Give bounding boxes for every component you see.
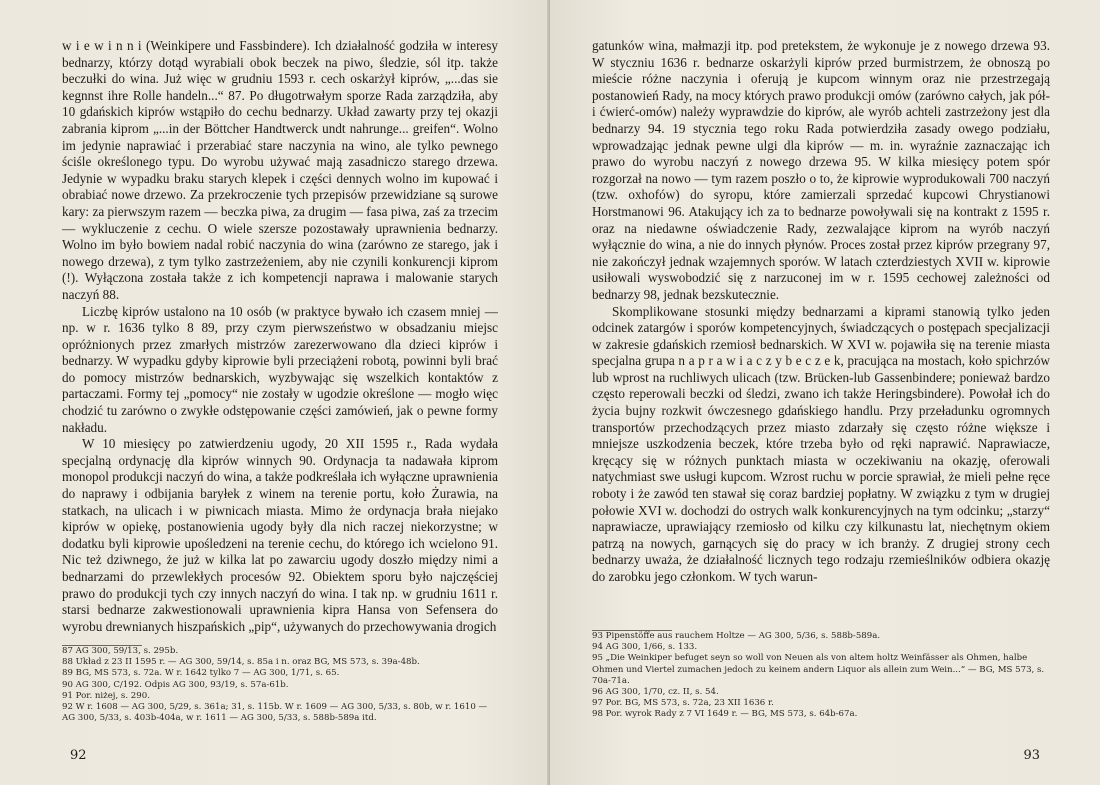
left-footnotes — [62, 645, 498, 724]
left-body-text — [62, 38, 498, 635]
right-body-text — [592, 38, 1050, 586]
footnote-91: 91 Por. niżej, s. 290. — [62, 690, 150, 701]
left-paragraph-2: Liczbę kiprów ustalono na 10 osób (w praktyce bywało ich czasem mniej — np. w r. 1636 tylko 8 89, przy czym pierwszeństwo w obsadzaniu miejsc opróżnionych przez zmarłych mistrzów zarezerwowano dla dzieci kiprów i bednarzy. W wypadku gdyby kiprowie byli przeciążeni robotą, powinni byli brać do pomocy mistrzów bednarskich, wyzbywając się wszelkich kontaktów z partaczami. Formy tej „pomocy“ nie zostały w ugodzie określone — mogło więc chodzić tu zarówno o zwykłe odstępowanie części zamówień, jak o pewne formy nakładu. — [62, 303, 498, 435]
right-paragraph-1: gatunków wina, małmazji itp. pod pretekstem, że wykonuje je z nowego drzewa 93. W styczniu 1636 r. bednarze oskarżyli kiprów przed burmistrzem, że obnoszą po mieście różne naczynia i oferują je kupcom winnym oraz nie przestrzegają postanowień Rady, na mocy których prawo produkcji omów (zarówno całych, jak pół- i ćwierć-omów) należy wyprawdzie do kiprów, ale wyrób achteli zastrzeżony jest dla bednarzy 94. 19 stycznia tego roku Rada potwierdziła zasady owego podziału, wprowadzając jednak pewne ulgi dla kiprów — m. in. wyraźnie zaznaczając ich prawo do wyrobu naczyń z nowego drzewa 95. W kilka miesięcy potem spór rozgorzał na nowo — tym razem poszło o to, że kiprowie wyprodukowali 700 naczyń (tzw. oxhofów) do syropu, które zamierzali sprzedać kupcowi Chrystianowi Horstmanowi 96. Atakujący ich za to bednarze powoływali się na kontrakt z 1595 r. oraz na niedawne oświadczenie Rady, zezwalające kiprom na wyrób naczyń wyłącznie do wina, a nie do innych płynów. Proces został przez kiprów przegrany 97, nie zakończył jednak wzajemnych sporów. W latach czterdziestych XVII w. kiprowie usiłowali wyswobodzić się z narzuconej im w r. 1595 cechowej zależności od bednarzy 98, jednak bezskutecznie. — [592, 38, 1050, 302]
footnote-89: 89 BG, MS 573, s. 72a. W r. 1642 tylko 7 — AG 300, 1/71, s. 65. — [62, 668, 340, 679]
right-page-number: 93 — [1023, 748, 1040, 763]
footnote-87: 87 AG 300, 59/13, s. 295b. — [62, 646, 179, 656]
footnote-94: 94 AG 300, 1/66, s. 133. — [592, 642, 698, 653]
footnote-92: 92 W r. 1608 — AG 300, 5/29, s. 361a; 31, s. 115b. W r. 1609 — AG 300, 5/33, s. 80b, w r. 1610 — AG 300, 5/33, s. 403b-404a, w r. 1611 — AG 300, 5/33, s. 588b-589a itd. — [62, 702, 488, 724]
footnote-98: 98 Por. wyrok Rady z 7 VI 1649 r. — BG, MS 573, s. 64b-67a. — [592, 709, 858, 720]
left-page-number: 92 — [70, 748, 87, 763]
footnote-93: 93 Pipenstöffe aus rauchem Holtze — AG 300, 5/36, s. 588b-589a. — [592, 631, 881, 641]
right-paragraph-2: Skomplikowane stosunki między bednarzami a kiprami stanowią tylko jeden odcinek zatargów i sporów kompetencyjnych, świadczących o postępach specjalizacji w zakresie gdańskich rzemiosł bednarskich. W XVI w. pojawiła się na terenie miasta specjalna grupa n a p r a w i a c z y b e c z e k, pracująca na mostach, koło spichrzów lub wprost na ruchliwych ulicach (tzw. Brücken-lub Gassenbindere; ponieważ bardzo często reperowali beczki od śledzi, zwano ich także Heringsbindere). Powołał ich do życia bujny rozkwit ówczesnego gdańskiego handlu. Przy przeładunku ogromnych transportów przechodzących przez miasto zdarzały się często różne większe i mniejsze uszkodzenia beczek, które trzeba było od ręki naprawić. Naprawiacze, kręcący się w różnych punktach miasta w oczekiwaniu na okazję, oferowali natychmiast swe usługi kupcom. Wzrost ruchu w porcie sprawiał, że mieli pełne ręce roboty i że zawód ten stawał się coraz bardziej popłatny. W związku z tym w drugiej połowie XVI w. dochodzi do ostrych walk konkurencyjnych na tym odcinku; „starzy“ naprawiacze, uprawiający rzemiosło od kilku czy kilkunastu lat, niechętnym okiem patrzą na nowych, garnących się do pracy w ich branży. Z drugiej strony cech bednarzy uważa, że działalność licznych tego rodzaju rzemieślników odbiera okazję do zarobku jego członkom. W tych warun- — [592, 303, 1050, 584]
left-paragraph-1: w i e w i n n i (Weinkipere und Fassbindere). Ich działalność godziła w interesy bednarzy, którzy dotąd wyrabiali obok beczek na piwo, śledzie, sól itp. także beczułki do wina. Już więc w grudniu 1593 r. cech oskarżył kiprów, „...das sie kegnnst ihre Rolle handeln...“ 87. Po długotrwałym sporze Rada zarządziła, aby 10 gdańskich kiprów wstąpiło do cechu bednarzy. Układ zawarty przy tej okazji zabrania kiprom „...in der Böttcher Handtwerck undt nahrunge... greifen“. Wolno im jedynie naprawiać i przerabiać stare naczynia na wino, ale tylko pewnego ściśle określonego typu. Do wyrobu używać mają zasadniczo starego drzewa. Jedynie w wypadku braku starych klepek i części dennych wolno im kupować i obrabiać nowe drzewo. Za przekroczenie tych przepisów przewidziane są surowe kary: za pierwszym razem — beczka piwa, za drugim — fasa piwa, zaś za trzecim — wykluczenie z cechu. O wiele szersze pozostawały uprawnienia bednarzy. Wolno im było bowiem nadal robić naczynia do wina (zarówno ze starego, jak i nowego drzewa), z tym tylko zastrzeżeniem, aby nie czynili konkurencji kiprom (!). Wyłączona została także z ich kompetencji naprawa i malowanie starych naczyń 88. — [62, 38, 498, 302]
footnote-88: 88 Układ z 23 II 1595 r. — AG 300, 59/14, s. 85a i n. oraz BG, MS 573, s. 39a-48b. — [62, 657, 420, 668]
footnote-95: 95 „Die Weinkiper befuget seyn so woll von Neuen als von altem holtz Weinfässer als Ohmen, halbe Ohmen und Viertel zumachen jedoch zu keinem andern Liquor als allein zum Wein...“ — BG, MS 573, s. 70a-71a. — [592, 653, 1045, 686]
left-paragraph-3: W 10 miesięcy po zatwierdzeniu ugody, 20 XII 1595 r., Rada wydała specjalną ordynację dla kiprów winnych 90. Ordynacja ta nadawała kiprom monopol produkcji naczyń do wina, a także podkreślała ich wyłączne uprawnienia do naprawy i odbijania baryłek z winem na terenie portu, koło Żurawia, na statkach, na ulicach i w piwnicach miasta. Mimo że ordynacja brała niejako kiprów w opiekę, postanowienia ugody były dla nich raczej niekorzystne; w dodatku byli kiprowie upośledzeni na terenie cechu, do którego ich wcielono 91. Nic też dziwnego, że już w kilka lat po zawarciu ugody doszło między nimi a bednarzami do przewlekłych procesów 92. Obiektem sporu było najczęściej prawo do produkcji tych czy innych naczyń do wina. I tak np. w grudniu 1611 r. starsi bednarze zakwestionowali uprawnienia kipra Hansa von Sefensera do wyrobu drewnianych hiszpańskich „pip“, używanych do przechowywania drogich — [62, 436, 498, 634]
footnote-90: 90 AG 300, C/192. Odpis AG 300, 93/19, s. 57a-61b. — [62, 679, 289, 690]
right-footnotes — [592, 630, 1050, 721]
footnote-96: 96 AG 300, 1/70, cz. II, s. 54. — [592, 687, 719, 698]
footnote-97: 97 Por. BG, MS 573, s. 72a, 23 XII 1636 r. — [592, 698, 774, 709]
right-page — [550, 0, 1100, 785]
